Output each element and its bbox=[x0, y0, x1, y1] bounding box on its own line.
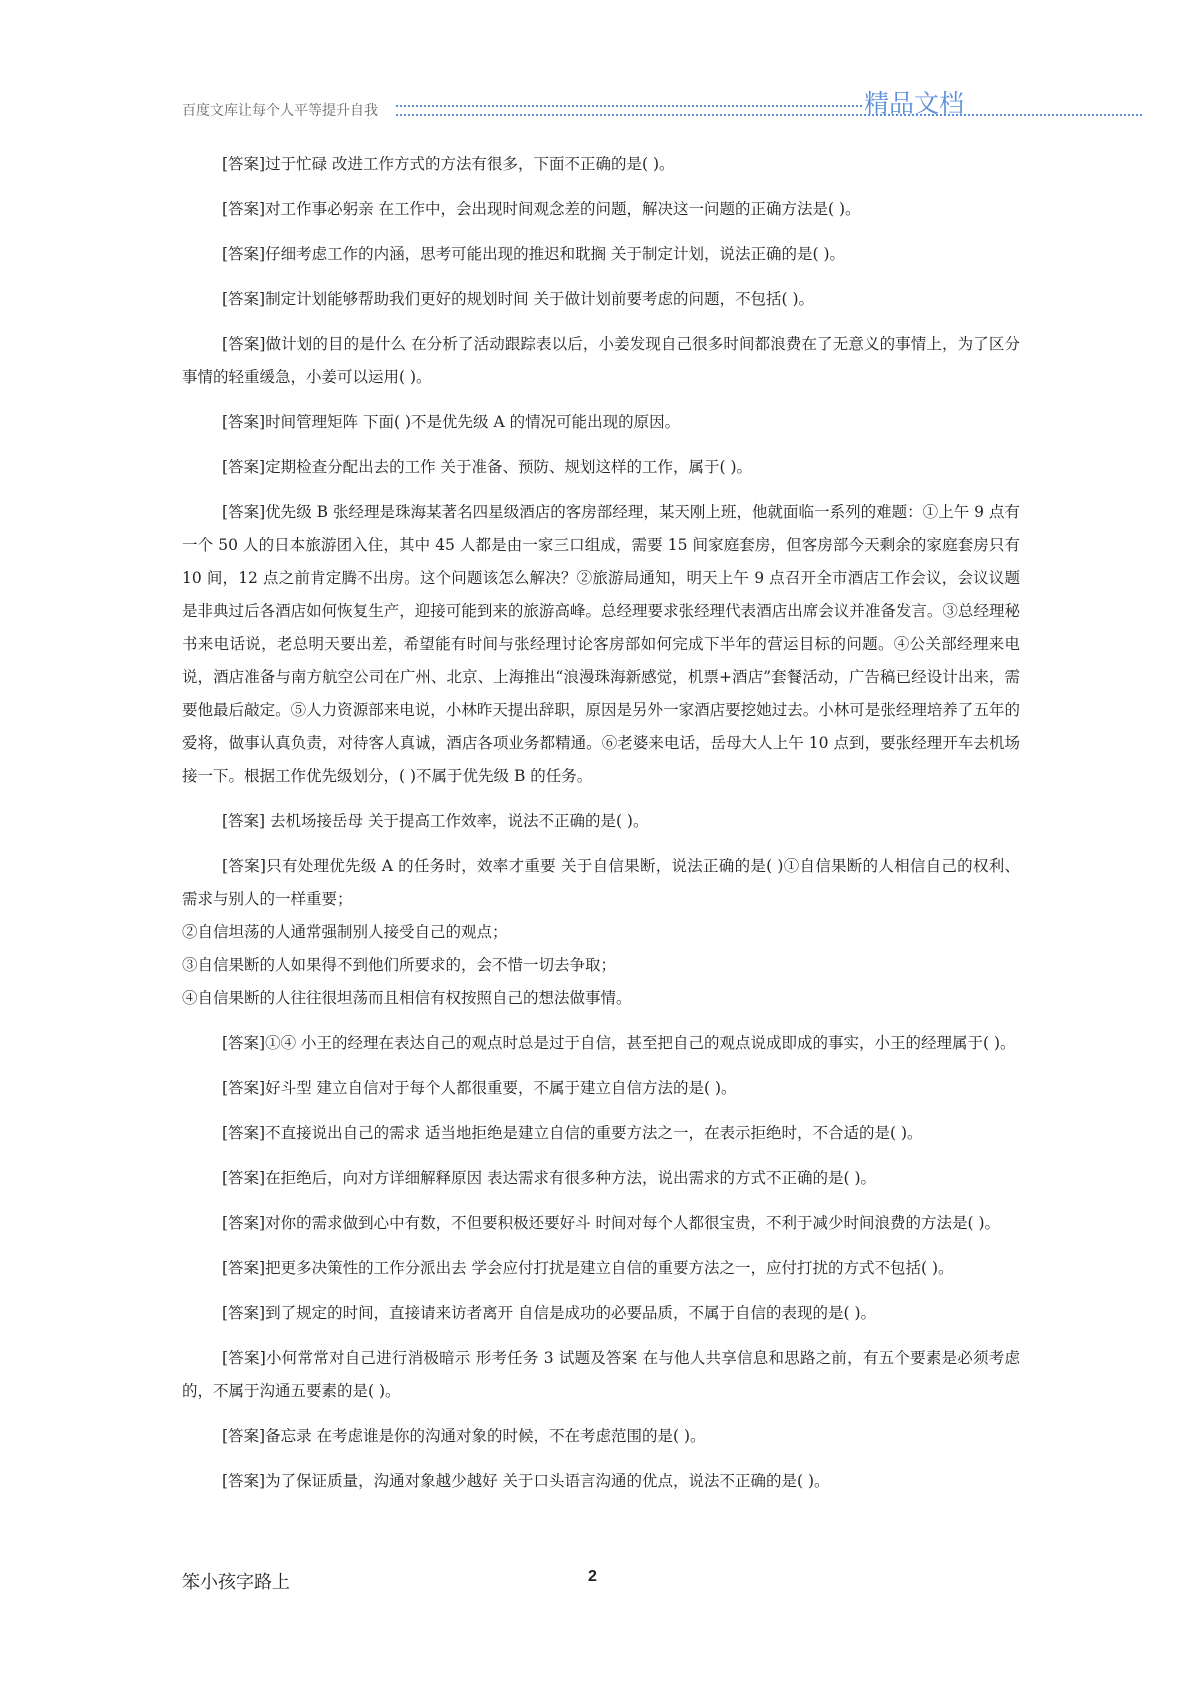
paragraph-text: [答案]为了保证质量，沟通对象越少越好 关于口头语言沟通的优点，说法不正确的是( )。 bbox=[222, 1472, 830, 1490]
sub-line: ③自信果断的人如果得不到他们所要求的，会不惜一切去争取； bbox=[182, 956, 617, 974]
header-dashed-rule bbox=[396, 95, 862, 107]
paragraph-text: [答案]备忘录 在考虑谁是你的沟通对象的时候，不在考虑范围的是( )。 bbox=[222, 1427, 706, 1445]
sub-line: ②自信坦荡的人通常强制别人接受自己的观点； bbox=[182, 923, 508, 941]
answer-paragraph bbox=[182, 1252, 1020, 1285]
paragraph-text: [答案]对工作事必躬亲 在工作中，会出现时间观念差的问题，解决这一问题的正确方法是( )。 bbox=[222, 200, 861, 218]
answer-paragraph bbox=[182, 451, 1020, 484]
answer-paragraph bbox=[182, 1162, 1020, 1195]
paragraph-text: [答案]定期检查分配出去的工作 关于准备、预防、规划这样的工作，属于( )。 bbox=[222, 458, 753, 476]
answer-paragraph bbox=[182, 1207, 1020, 1240]
paragraph-text: [答案]对你的需求做到心中有数，不但要积极还要好斗 时间对每个人都很宝贵，不利于减少时间浪费的方法是( )。 bbox=[222, 1214, 1001, 1232]
answer-paragraph bbox=[182, 1297, 1020, 1330]
paragraph-text: [答案]在拒绝后，向对方详细解释原因 表达需求有很多种方法，说出需求的方式不正确的是( )。 bbox=[222, 1169, 877, 1187]
page-header bbox=[182, 84, 965, 120]
paragraph-text: [答案]不直接说出自己的需求 适当地拒绝是建立自信的重要方法之一，在表示拒绝时，不合适的是( )。 bbox=[222, 1124, 923, 1142]
paragraph-text: [答案] 去机场接岳母 关于提高工作效率，说法不正确的是( )。 bbox=[222, 812, 649, 830]
answer-paragraph bbox=[182, 1465, 1020, 1498]
footer-text: 笨小孩字路上 bbox=[182, 1572, 290, 1593]
document-body bbox=[182, 148, 1020, 1510]
page-number: 2 bbox=[588, 1568, 597, 1585]
paragraph-text: [答案]制定计划能够帮助我们更好的规划时间 关于做计划前要考虑的问题，不包括( )。 bbox=[222, 290, 815, 308]
paragraph-text: [答案]时间管理矩阵 下面( )不是优先级 A 的情况可能出现的原因。 bbox=[222, 413, 681, 431]
paragraph-text: [答案]过于忙碌 改进工作方式的方法有很多，下面不正确的是( )。 bbox=[222, 155, 675, 173]
answer-paragraph bbox=[182, 193, 1020, 226]
answer-paragraph bbox=[182, 805, 1020, 838]
header-right-text: 精品文档 bbox=[864, 89, 965, 118]
paragraph-text: [答案]把更多决策性的工作分派出去 学会应付打扰是建立自信的重要方法之一，应付打扰的方式不包括( )。 bbox=[222, 1259, 954, 1277]
paragraph-text: [答案]只有处理优先级 A 的任务时，效率才重要 关于自信果断，说法正确的是( )①自信果断的人相信自己的权利、需求与别人的一样重要； bbox=[182, 857, 1020, 908]
answer-paragraph bbox=[182, 1342, 1020, 1408]
answer-paragraph bbox=[182, 283, 1020, 316]
paragraph-text: [答案]仔细考虑工作的内涵，思考可能出现的推迟和耽搁 关于制定计划，说法正确的是( )。 bbox=[222, 245, 846, 263]
answer-paragraph bbox=[182, 1117, 1020, 1150]
answer-paragraph bbox=[182, 328, 1020, 394]
paragraph-text: [答案]小何常常对自己进行消极暗示 形考任务 3 试题及答案 在与他人共享信息和思路之前，有五个要素是必须考虑的，不属于沟通五要素的是( )。 bbox=[182, 1349, 1020, 1400]
paragraph-text: [答案]到了规定的时间，直接请来访者离开 自信是成功的必要品质，不属于自信的表现的是( )。 bbox=[222, 1304, 877, 1322]
answer-paragraph bbox=[182, 406, 1020, 439]
paragraph-text: [答案]①④ 小王的经理在表达自己的观点时总是过于自信，甚至把自己的观点说成即成的事实，小王的经理属于( )。 bbox=[222, 1034, 1016, 1052]
answer-paragraph bbox=[182, 1072, 1020, 1105]
answer-paragraph bbox=[182, 1027, 1020, 1060]
answer-paragraph bbox=[182, 496, 1020, 793]
header-left-text: 百度文库让每个人平等提升自我 bbox=[182, 103, 378, 119]
answer-paragraph bbox=[182, 1420, 1020, 1453]
sub-line: ④自信果断的人往往很坦荡而且相信有权按照自己的想法做事情。 bbox=[182, 989, 632, 1007]
answer-paragraph bbox=[182, 238, 1020, 271]
paragraph-text: [答案]优先级 B 张经理是珠海某著名四星级酒店的客房部经理，某天刚上班，他就面临一系列的难题：①上午 9 点有一个 50 人的日本旅游团入住，其中 45 人都是由一家三口组成，需要 15 间家庭套房，但客房部今天剩余的家庭套房只有 10 间，12 点之前肯定腾不出房。这个问题该怎么解决？②旅游局通知，明天上午 9 点召开全市酒店工作会议，会议议题是非典过后各酒店如何恢复生产，迎接可能到来的旅游高峰。总经理要求张经理代表酒店出席会议并准备发言。③总经理秘书来电话说，老总明天要出差，希望能有时间与张经理讨论客房部如何完成下半年的营运目标的问题。④公关部经理来电说，酒店准备与南方航空公司在广州、北京、上海推出“浪漫珠海新感觉，机票+酒店”套餐活动，广告稿已经设计出来，需要他最后敲定。⑤人力资源部来电说，小林昨天提出辞职，原因是另外一家酒店要挖她过去。小林可是张经理培养了五年的爱将，做事认真负责，对待客人真诚，酒店各项业务都精通。⑥老婆来电话，岳母大人上午 10 点到，要张经理开车去机场接一下。根据工作优先级划分，( )不属于优先级 B 的任务。 bbox=[182, 503, 1020, 785]
header-dotted-rule bbox=[396, 114, 1142, 116]
paragraph-text: [答案]做计划的目的是什么 在分析了活动跟踪表以后，小姜发现自己很多时间都浪费在了无意义的事情上，为了区分事情的轻重缓急，小姜可以运用( )。 bbox=[182, 335, 1020, 386]
answer-paragraph bbox=[182, 148, 1020, 181]
paragraph-text: [答案]好斗型 建立自信对于每个人都很重要，不属于建立自信方法的是( )。 bbox=[222, 1079, 737, 1097]
answer-paragraph bbox=[182, 850, 1020, 1015]
